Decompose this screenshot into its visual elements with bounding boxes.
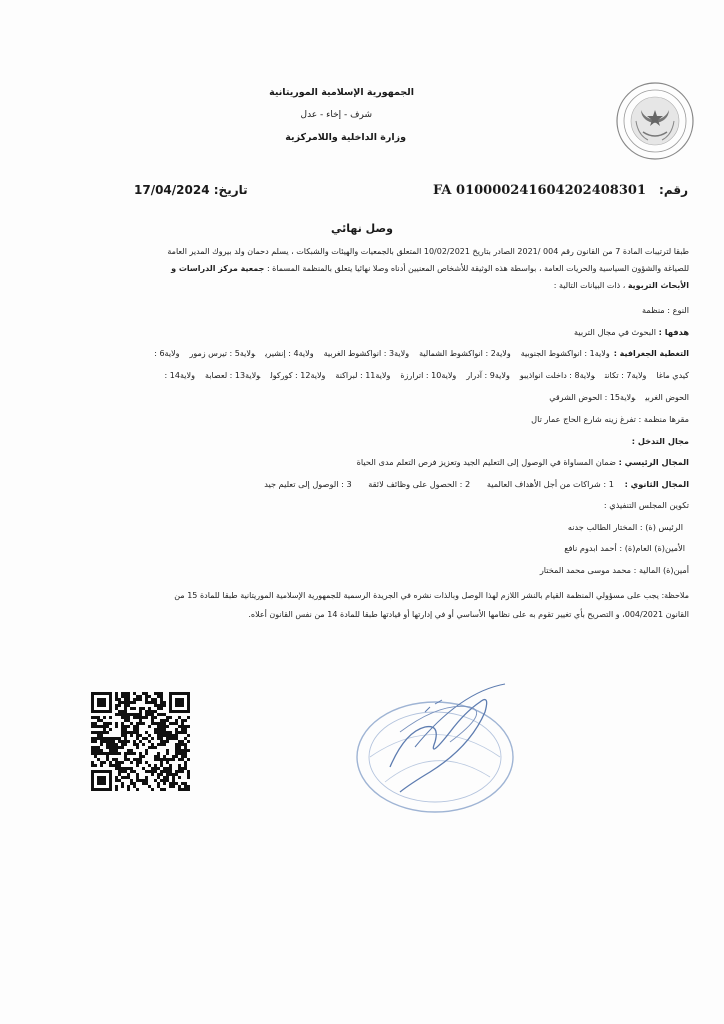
organization-name: جمعية مركز الدراسات و: [171, 264, 265, 273]
qr-code[interactable]: [91, 692, 190, 791]
secondary-domain-label: المجال الثانوي :: [624, 478, 689, 489]
official-stamp-signature-icon: [330, 672, 540, 822]
field-main-domain: [35, 452, 689, 474]
coverage-item: كيدي ماغا: [656, 371, 689, 380]
issue-date: [134, 183, 248, 197]
coverage-item: ولاية7 : تكانت: [604, 371, 647, 380]
coverage-item: ولاية12 : كوركول: [270, 371, 326, 380]
goal-label: هدفها :: [658, 326, 689, 337]
document-title: وصل نهائي: [331, 222, 393, 235]
secondary-domain-item: 3 : الوصول إلى تعليم جيد: [264, 478, 352, 489]
coverage-row-2: [35, 365, 689, 387]
coverage-item: ولاية2 : انواكشوط الشمالية: [419, 349, 511, 358]
national-motto: شرف - إخاء - عدل: [300, 110, 372, 120]
field-board-heading: تكوين المجلس التنفيذي :: [603, 500, 689, 510]
board-treasurer: أمين(ة) المالية : محمد موسى محمد المختار: [539, 564, 689, 575]
field-domain-heading: مجال التدخل :: [631, 435, 689, 446]
reference-label: رقم:: [659, 183, 688, 197]
ministry-name: وزارة الداخلية واللامركزية: [285, 132, 406, 143]
coverage-item: الحوض الغربي: [645, 393, 689, 402]
country-name: الجمهورية الإسلامية الموريتانية: [269, 87, 414, 98]
board-president: الرئيس (ة) : المختار الطالب جدنه: [567, 521, 683, 532]
national-emblem-icon: [614, 80, 696, 162]
reference-number: FA 010000241604202408301: [432, 183, 646, 198]
field-type: النوع : منظمة: [641, 305, 689, 315]
coverage-item: ولاية5 : تيرس زمور: [189, 349, 256, 358]
legal-note: [30, 586, 689, 624]
field-goal: [35, 322, 689, 344]
letterhead: [214, 80, 414, 150]
main-domain-value: ضمان المساواة في الوصول إلى التعليم الجيد وتعزيز فرص التعلم مدى الحياة: [356, 457, 616, 467]
coverage-row-1: [35, 343, 689, 365]
coverage-item: ولاية15 : الحوض الشرقي: [549, 393, 636, 402]
coverage-item: ولاية6 :: [154, 349, 180, 358]
field-headquarters: مقرها منظمة : تفرغ زينه شارع الحاج عمار تال: [531, 414, 689, 424]
coverage-item: ولاية1 : انواكشوط الجنوبية: [520, 349, 610, 358]
intro-text-3: ، ذات البيانات التالية :: [553, 281, 626, 290]
secondary-domain-item: 2 : الحصول على وظائف لائقة: [368, 478, 471, 489]
intro-line-2: [35, 260, 689, 277]
intro-text-2: للصياغة والشؤون السياسية والحريات العامة ، بواسطة هذه الوثيقة للأشخاص المعنيين أدناه وصلا نهائيا يتعلق بالمنظمة المسماة :: [266, 264, 689, 273]
note-line-2: القانون 004/2021، و التصريح بأي تغيير تقوم به على نظامها الأساسي أو في إدارتها أو قيادتها طبقا للمادة 14 من نفس القانون أعلاه.: [248, 610, 689, 619]
coverage-item: ولاية3 : انواكشوط الغربية: [323, 349, 410, 358]
date-label: تاريخ:: [213, 183, 248, 197]
board-secretary: الأمين(ة) العام(ة) : أحمد ابدوم نافع: [564, 543, 685, 553]
coverage-item: ولاية8 : داخلت انواذيبو: [519, 371, 595, 380]
coverage-item: ولاية4 : إنشيري: [265, 349, 314, 358]
secondary-domain-item: 1 : شراكات من أجل الأهداف العالمية: [486, 478, 614, 489]
date-value: 17/04/2024: [134, 183, 210, 197]
coverage-label: التغطية الجغرافية :: [613, 349, 689, 358]
intro-line-1: طبقا لترتيبات المادة 7 من القانون رقم 004 /2021 الصادر بتاريخ 10/02/2021 المتعلق بالجمعيات والهيئات والشبكات ، يسلم دحمان ولد بيروك المدير العامة: [167, 247, 689, 256]
coverage-item: ولاية9 : آدرار: [466, 371, 510, 380]
main-domain-label: المجال الرئيسي :: [618, 457, 689, 467]
field-secondary-domain: [35, 474, 689, 496]
coverage-item: ولاية11 : لبراكنة: [335, 371, 391, 380]
coverage-item: ولاية10 : اترارزة: [400, 371, 457, 380]
coverage-item: ولاية13 : لعصابة: [204, 371, 261, 380]
reference-row: [0, 183, 724, 207]
organization-name-cont: الأبحاث التربوية: [627, 281, 689, 290]
document-body: [35, 243, 689, 581]
goal-value: البحوث في مجال التربية: [573, 326, 657, 337]
coverage-item: ولاية14 :: [164, 371, 195, 380]
intro-line-3: [35, 277, 689, 294]
note-line-1: ملاحظة: يجب على مسؤولي المنظمة القيام بالنشر اللازم لهذا الوصل وبالذات نشره في الجريدة الرسمية للجمهورية الإسلامية الموريتانية طبقا للمادة 15 من: [174, 591, 689, 600]
coverage-row-3: [35, 387, 689, 409]
